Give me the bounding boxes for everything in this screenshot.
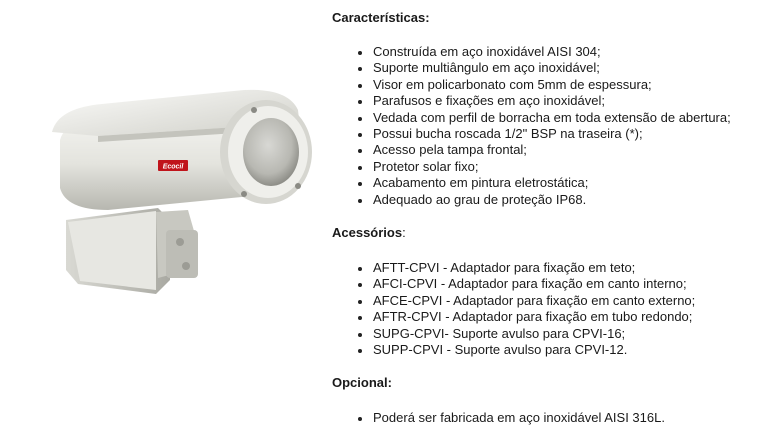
list-item: Possui bucha roscada 1/2" BSP na traseira (*); bbox=[332, 126, 731, 142]
caracteristicas-list bbox=[332, 44, 731, 208]
opcional-heading: Opcional: bbox=[332, 375, 392, 390]
list-item: Acesso pela tampa frontal; bbox=[332, 142, 731, 158]
list-item: Visor em policarbonato com 5mm de espessura; bbox=[332, 77, 731, 93]
list-item: AFCI-CPVI - Adaptador para fixação em canto interno; bbox=[332, 276, 695, 292]
list-item: Construída em aço inoxidável AISI 304; bbox=[332, 44, 731, 60]
list-item: Protetor solar fixo; bbox=[332, 159, 731, 175]
svg-text:Ecocil: Ecocil bbox=[162, 163, 184, 171]
list-item: Parafusos e fixações em aço inoxidável; bbox=[332, 93, 731, 109]
list-item: Acabamento em pintura eletrostática; bbox=[332, 175, 731, 191]
list-item: Adequado ao grau de proteção IP68. bbox=[332, 192, 731, 208]
caracteristicas-heading: Características: bbox=[332, 10, 430, 25]
list-item: SUPG-CPVI- Suporte avulso para CPVI-16; bbox=[332, 326, 695, 342]
list-item: AFTR-CPVI - Adaptador para fixação em tubo redondo; bbox=[332, 309, 695, 325]
list-item: SUPP-CPVI - Suporte avulso para CPVI-12. bbox=[332, 342, 695, 358]
list-item: AFCE-CPVI - Adaptador para fixação em canto externo; bbox=[332, 293, 695, 309]
list-item: AFTT-CPVI - Adaptador para fixação em teto; bbox=[332, 260, 695, 276]
acessorios-heading: Acessórios: bbox=[332, 225, 406, 240]
list-item: Suporte multiângulo em aço inoxidável; bbox=[332, 60, 731, 76]
camera-housing-image bbox=[38, 70, 330, 315]
list-item: Vedada com perfil de borracha em toda extensão de abertura; bbox=[332, 110, 731, 126]
list-item: Poderá ser fabricada em aço inoxidável AISI 316L. bbox=[332, 410, 665, 426]
opcional-list bbox=[332, 410, 665, 426]
acessorios-list bbox=[332, 260, 695, 358]
